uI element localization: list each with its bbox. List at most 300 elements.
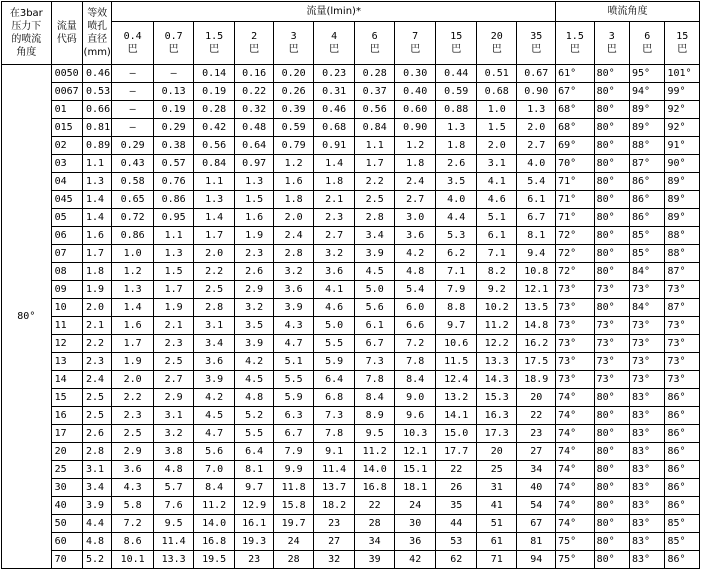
pressure-unit: 巴 [531,44,542,55]
angle-value-cell: 86° [665,389,700,407]
flow-value-cell: 22 [355,497,395,515]
flow-value-cell: 0.56 [355,101,395,119]
flow-value-cell: 0.43 [112,155,154,173]
flow-code-cell: 20 [51,443,82,461]
angle-value-cell: 70° [556,155,594,173]
flow-value-cell: 7.3 [313,407,355,425]
flow-pressure-header [234,22,274,65]
angle-value-cell: 80° [594,389,629,407]
flow-value-cell: 5.1 [274,353,314,371]
flow-pressure-header [355,22,395,65]
flow-value-cell: 5.8 [112,497,154,515]
orifice-diameter-cell: 4.8 [83,533,112,551]
flow-value-cell: 2.7 [153,371,194,389]
flow-value-cell: 2.5 [355,191,395,209]
angle-value-cell: 73° [630,281,665,299]
flow-value-cell: 14.1 [436,407,477,425]
angle-value-cell: 69° [556,137,594,155]
flow-value-cell: 0.19 [153,101,194,119]
flow-value-cell: 15.0 [436,425,477,443]
flow-value-cell: 0.58 [112,173,154,191]
flow-value-cell: 10.3 [394,425,436,443]
table-row [2,119,700,137]
table-row [2,299,700,317]
orifice-diameter-cell: 2.5 [83,407,112,425]
flow-value-cell: 5.6 [355,299,395,317]
angle-value-cell: 83° [630,497,665,515]
flow-value-cell: 23 [313,515,355,533]
flow-value-cell: 16.8 [355,479,395,497]
table-row [2,335,700,353]
flow-value-cell: 6.1 [517,191,556,209]
flow-value-cell: 5.5 [234,425,274,443]
flow-value-cell: 2.0 [476,137,517,155]
flow-value-cell: 4.2 [194,389,235,407]
table-header [2,2,700,65]
flow-value-cell: 1.3 [112,281,154,299]
flow-value-cell: 8.4 [194,479,235,497]
flow-value-cell: 1.3 [234,173,274,191]
flow-value-cell: 11.2 [194,497,235,515]
pressure-value: 3 [608,31,615,42]
flow-value-cell: 1.3 [194,191,235,209]
angle-value-cell: 88° [630,137,665,155]
flow-value-cell: 3.5 [436,173,477,191]
orifice-diameter-cell: 0.81 [83,119,112,137]
flow-value-cell: 2.3 [112,407,154,425]
flow-value-cell: 4.2 [394,245,436,263]
flow-value-cell: 13.2 [436,389,477,407]
table-row [2,407,700,425]
flow-value-cell: 1.2 [274,155,314,173]
flow-value-cell: 5.0 [313,317,355,335]
flow-value-cell: 5.0 [355,281,395,299]
flow-value-cell: 2.7 [517,137,556,155]
angle-value-cell: 73° [594,371,629,389]
angle-value-cell: 80° [594,83,629,101]
pressure-unit: 巴 [168,44,179,55]
flow-value-cell: 1.1 [355,137,395,155]
orifice-diameter-cell: 1.4 [83,209,112,227]
flow-value-cell: 1.1 [194,173,235,191]
flow-value-cell: 28 [274,551,314,569]
angle-value-cell: 83° [630,479,665,497]
flow-value-cell: 26 [436,479,477,497]
flow-value-cell: 1.3 [517,101,556,119]
flow-value-cell: 1.2 [394,137,436,155]
flow-value-cell: 4.3 [112,479,154,497]
flow-value-cell: 3.5 [234,317,274,335]
code-header-line: 代码 [56,34,77,45]
flow-value-cell: 2.4 [394,173,436,191]
flow-value-cell: 7.0 [194,461,235,479]
flow-code-cell: 06 [51,227,82,245]
flow-value-cell: 5.6 [194,443,235,461]
flow-value-cell: 2.9 [153,389,194,407]
flow-value-cell: 3.6 [394,227,436,245]
flow-value-cell: 19.7 [274,515,314,533]
angle-value-cell: 89° [630,101,665,119]
flow-value-cell: 12.1 [394,443,436,461]
table-row [2,173,700,191]
spray-angle-value: 80° [2,65,52,569]
angle-value-cell: 94° [630,83,665,101]
flow-value-cell: 6.8 [313,389,355,407]
flow-value-cell: 9.5 [355,425,395,443]
angle-value-cell: 74° [556,389,594,407]
pressure-unit: 巴 [451,44,462,55]
flow-value-cell: 9.5 [153,515,194,533]
orifice-diameter-cell: 1.9 [83,281,112,299]
flow-value-cell: 1.6 [274,173,314,191]
flow-value-cell: 3.4 [355,227,395,245]
flow-code-cell: 09 [51,281,82,299]
flow-value-cell: 0.57 [153,155,194,173]
flow-value-cell: 4.2 [234,353,274,371]
flow-value-cell: 54 [517,497,556,515]
angle-value-cell: 90° [665,155,700,173]
flow-value-cell: 5.7 [153,479,194,497]
flow-code-cell: 50 [51,515,82,533]
orifice-diameter-cell: 3.1 [83,461,112,479]
flow-value-cell: 0.60 [394,101,436,119]
flow-code-header [51,2,82,65]
angle-value-cell: 80° [594,227,629,245]
angle-value-cell: 73° [630,353,665,371]
flow-pressure-header [313,22,355,65]
flow-value-cell: 8.1 [517,227,556,245]
angle-value-cell: 89° [665,173,700,191]
flow-value-cell: 6.4 [234,443,274,461]
flow-value-cell: 2.5 [112,425,154,443]
flow-code-cell: 70 [51,551,82,569]
flow-value-cell: 7.1 [436,263,477,281]
flow-value-cell: 0.40 [394,83,436,101]
flow-value-cell: 2.0 [274,209,314,227]
pressure-value: 2 [251,31,258,42]
angle-value-cell: 80° [594,155,629,173]
angle-value-cell: 73° [556,353,594,371]
flow-value-cell: 0.19 [194,83,235,101]
flow-pressure-header [394,22,436,65]
flow-value-cell: 0.90 [394,119,436,137]
flow-value-cell: 12.4 [436,371,477,389]
flow-value-cell: 0.29 [112,137,154,155]
angle-value-cell: 67° [556,83,594,101]
flow-value-cell: 5.1 [476,209,517,227]
flow-value-cell: 0.59 [436,83,477,101]
flow-value-cell: 2.9 [234,281,274,299]
angle-value-cell: 80° [594,461,629,479]
flow-value-cell: 4.0 [436,191,477,209]
angle-value-cell: 73° [630,335,665,353]
flow-value-cell: 3.6 [274,281,314,299]
angle-value-cell: 61° [556,65,594,83]
flow-value-cell: 12.1 [517,281,556,299]
flow-value-cell: 0.51 [476,65,517,83]
angle-value-cell: 80° [594,407,629,425]
orifice-diameter-cell: 1.4 [83,191,112,209]
flow-value-cell: 0.28 [355,65,395,83]
flow-value-cell: 0.23 [313,65,355,83]
orifice-diameter-cell: 1.1 [83,155,112,173]
flow-value-cell: 0.31 [313,83,355,101]
flow-value-cell: 7.9 [436,281,477,299]
orifice-header-line: 等效 [87,8,108,19]
flow-value-cell: 51 [476,515,517,533]
angle-pressure-header [630,22,665,65]
pressure-unit: 巴 [642,44,653,55]
flow-value-cell: 1.0 [476,101,517,119]
angle-value-cell: 73° [556,371,594,389]
flow-value-cell: 67 [517,515,556,533]
angle-value-cell: 80° [594,191,629,209]
flow-value-cell: 0.90 [517,83,556,101]
table-row [2,263,700,281]
flow-value-cell: 2.3 [313,209,355,227]
flow-value-cell: 8.1 [234,461,274,479]
flow-value-cell: 94 [517,551,556,569]
angle-value-cell: 73° [630,317,665,335]
flow-value-cell: 17.3 [476,425,517,443]
flow-value-cell: 22 [436,461,477,479]
angle-value-cell: 71° [556,191,594,209]
flow-value-cell: 0.79 [274,137,314,155]
flow-value-cell: 2.8 [274,245,314,263]
angle-value-cell: 73° [665,317,700,335]
flow-value-cell: 9.7 [436,317,477,335]
angle-value-cell: 83° [630,551,665,569]
angle-value-cell: 83° [630,533,665,551]
orifice-diameter-cell: 1.3 [83,173,112,191]
flow-value-cell: 44 [436,515,477,533]
flow-value-cell: 3.6 [194,353,235,371]
angle-value-cell: 85° [630,245,665,263]
flow-value-cell: 9.4 [517,245,556,263]
angle-value-cell: 73° [594,353,629,371]
angle-value-cell: 85° [665,515,700,533]
flow-value-cell: 12.2 [476,335,517,353]
angle-value-cell: 74° [556,443,594,461]
flow-value-cell: 25 [476,461,517,479]
orifice-header-line: (mm) [83,47,111,58]
flow-value-cell: 1.9 [112,353,154,371]
flow-value-cell: 5.2 [234,407,274,425]
flow-code-cell: 25 [51,461,82,479]
flow-rate-header: 流量(lmin)* [112,2,556,22]
flow-value-cell: – [112,83,154,101]
flow-value-cell: 6.6 [394,317,436,335]
angle-value-cell: 89° [665,209,700,227]
angle-value-cell: 80° [594,173,629,191]
flow-value-cell: 0.91 [313,137,355,155]
angle-value-cell: 86° [665,497,700,515]
flow-value-cell: 62 [436,551,477,569]
angle-value-cell: 73° [594,281,629,299]
angle-value-cell: 86° [665,425,700,443]
orifice-diameter-header [83,2,112,65]
flow-value-cell: 36 [394,533,436,551]
table-row [2,551,700,569]
pressure-value: 0.7 [164,31,183,42]
flow-value-cell: 13.5 [517,299,556,317]
angle-value-cell: 68° [556,119,594,137]
angle-value-cell: 73° [594,335,629,353]
flow-value-cell: 34 [517,461,556,479]
angle-value-cell: 74° [556,407,594,425]
flow-code-cell: 60 [51,533,82,551]
flow-value-cell: 41 [476,497,517,515]
flow-value-cell: 32 [313,551,355,569]
flow-value-cell: 23 [234,551,274,569]
flow-value-cell: 3.9 [274,299,314,317]
flow-value-cell: 4.8 [234,389,274,407]
pressure-value: 6 [371,31,378,42]
flow-value-cell: 0.95 [153,209,194,227]
orifice-diameter-cell: 0.66 [83,101,112,119]
flow-pressure-header [194,22,235,65]
flow-value-cell: 0.13 [153,83,194,101]
flow-value-cell: 0.48 [234,119,274,137]
flow-value-cell: 2.9 [112,443,154,461]
header-row-top [2,2,700,22]
angle-value-cell: 88° [665,227,700,245]
angle-value-cell: 80° [594,65,629,83]
pressure-unit: 巴 [606,44,617,55]
flow-value-cell: 0.64 [234,137,274,155]
flow-value-cell: 1.1 [153,227,194,245]
flow-value-cell: 3.2 [234,299,274,317]
table-row [2,245,700,263]
flow-value-cell: 15.3 [476,389,517,407]
orifice-diameter-cell: 2.4 [83,371,112,389]
flow-value-cell: 0.39 [274,101,314,119]
table-row [2,317,700,335]
angle-value-cell: 87° [665,263,700,281]
angle-value-cell: 80° [594,119,629,137]
flow-value-cell: 7.1 [476,245,517,263]
flow-value-cell: 34 [355,533,395,551]
pressure-value: 1.5 [565,31,584,42]
flow-value-cell: 13.3 [153,551,194,569]
flow-value-cell: 13.3 [476,353,517,371]
flow-value-cell: 20 [476,443,517,461]
table-body [2,65,700,569]
flow-value-cell: 0.76 [153,173,194,191]
flow-value-cell: 10.6 [436,335,477,353]
flow-value-cell: – [153,65,194,83]
flow-value-cell: 71 [476,551,517,569]
table-row [2,101,700,119]
angle-value-cell: 83° [630,443,665,461]
orifice-diameter-cell: 2.8 [83,443,112,461]
flow-value-cell: 3.4 [194,335,235,353]
flow-value-cell: 2.3 [153,335,194,353]
table-row [2,371,700,389]
flow-value-cell: 2.4 [274,227,314,245]
flow-value-cell: 0.56 [194,137,235,155]
flow-value-cell: 0.14 [194,65,235,83]
flow-value-cell: – [112,119,154,137]
angle-value-cell: 80° [594,443,629,461]
flow-code-cell: 14 [51,371,82,389]
angle-value-cell: 73° [665,353,700,371]
flow-value-cell: 10.8 [517,263,556,281]
flow-value-cell: 3.9 [234,335,274,353]
angle-value-cell: 86° [665,443,700,461]
flow-value-cell: 8.2 [476,263,517,281]
flow-value-cell: 4.8 [153,461,194,479]
flow-value-cell: 16.1 [234,515,274,533]
angle-value-cell: 80° [594,263,629,281]
flow-value-cell: 18.9 [517,371,556,389]
flow-value-cell: 0.16 [234,65,274,83]
flow-value-cell: 1.7 [153,281,194,299]
angle-value-cell: 80° [594,245,629,263]
flow-value-cell: 4.3 [274,317,314,335]
flow-value-cell: 7.8 [313,425,355,443]
flow-value-cell: 1.3 [436,119,477,137]
flow-value-cell: 2.7 [313,227,355,245]
angle-value-cell: 74° [556,461,594,479]
table-row [2,425,700,443]
flow-value-cell: 35 [436,497,477,515]
flow-value-cell: 6.7 [517,209,556,227]
flow-value-cell: 1.4 [313,155,355,173]
angle-value-cell: 88° [665,245,700,263]
flow-value-cell: 4.7 [194,425,235,443]
angle-value-cell: 101° [665,65,700,83]
pressure-unit: 巴 [329,44,340,55]
corner-line: 角度 [16,47,37,58]
flow-value-cell: 0.68 [313,119,355,137]
flow-value-cell: 5.4 [517,173,556,191]
angle-value-cell: 73° [556,299,594,317]
flow-value-cell: 7.6 [153,497,194,515]
flow-code-cell: 16 [51,407,82,425]
flow-value-cell: 42 [394,551,436,569]
flow-value-cell: 9.9 [274,461,314,479]
table-row [2,443,700,461]
flow-value-cell: 1.5 [476,119,517,137]
flow-value-cell: 1.0 [112,245,154,263]
flow-value-cell: 6.7 [355,335,395,353]
flow-value-cell: 24 [274,533,314,551]
flow-code-cell: 08 [51,263,82,281]
flow-value-cell: 0.20 [274,65,314,83]
flow-value-cell: 9.0 [394,389,436,407]
flow-pressure-header [153,22,194,65]
flow-value-cell: 1.9 [234,227,274,245]
flow-value-cell: 14.3 [476,371,517,389]
flow-value-cell: 0.65 [112,191,154,209]
flow-value-cell: 15.1 [394,461,436,479]
orifice-diameter-cell: 3.9 [83,497,112,515]
flow-value-cell: 0.97 [234,155,274,173]
flow-value-cell: 7.3 [355,353,395,371]
flow-value-cell: – [112,65,154,83]
flow-value-cell: 0.46 [313,101,355,119]
flow-value-cell: 9.1 [313,443,355,461]
orifice-diameter-cell: 0.53 [83,83,112,101]
flow-value-cell: 3.2 [153,425,194,443]
flow-value-cell: 2.5 [194,281,235,299]
pressure-value: 20 [490,31,503,42]
flow-code-cell: 15 [51,389,82,407]
flow-pressure-header [436,22,477,65]
pressure-unit: 巴 [249,44,260,55]
flow-value-cell: 4.8 [394,263,436,281]
